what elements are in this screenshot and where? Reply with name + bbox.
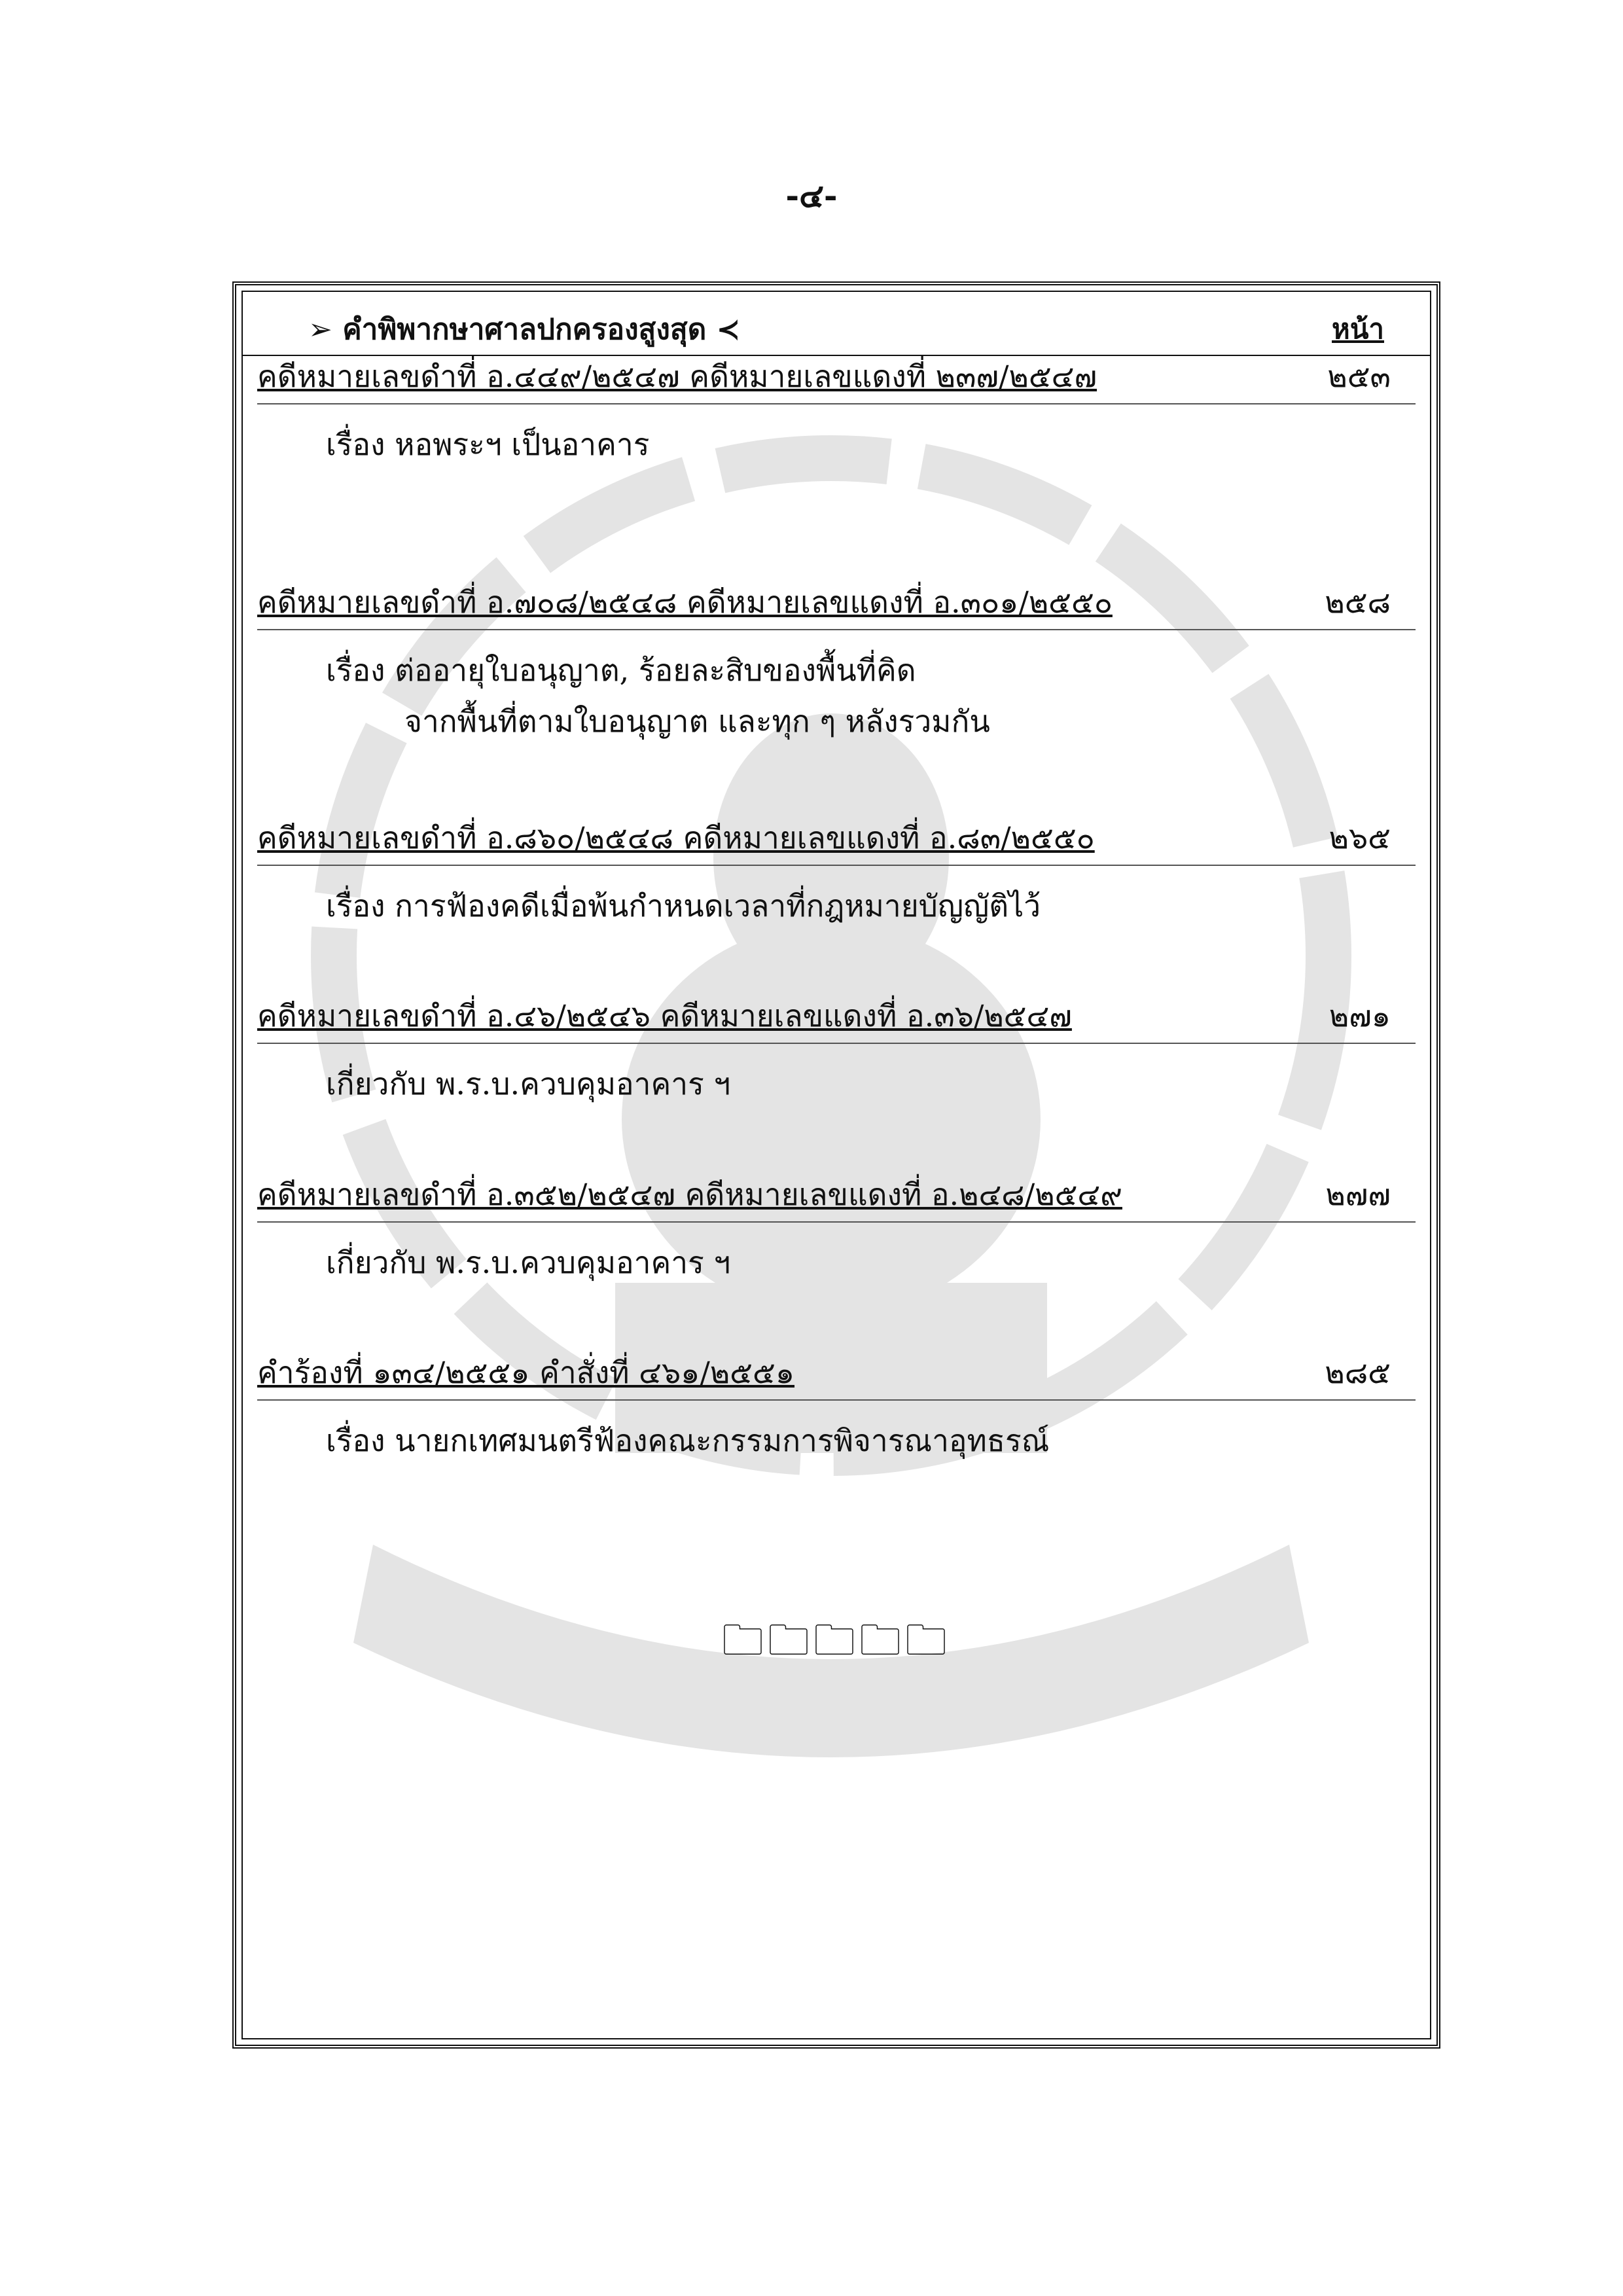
section-title	[308, 306, 741, 352]
case-page-number: ๒๗๑	[1329, 998, 1391, 1033]
case-subject: เรื่อง ต่ออายุใบอนุญาต, ร้อยละสิบของพื้นที่คิด	[326, 653, 916, 688]
case-entry-6	[257, 1354, 1416, 1466]
case-number: คดีหมายเลขดำที่ อ.๔๔๙/๒๕๔๗ คดีหมายเลขแดงที่ ๒๓๗/๒๕๔๗	[257, 359, 1097, 394]
section-title-text: คำพิพากษาศาลปกครองสูงสุด	[342, 313, 707, 346]
case-subject: เกี่ยวกับ พ.ร.บ.ควบคุมอาคาร ฯ	[326, 1245, 731, 1280]
case-page-number: ๒๕๓	[1327, 359, 1391, 394]
case-line	[257, 357, 1416, 404]
case-page-number: ๒๕๘	[1325, 584, 1391, 620]
case-line	[257, 583, 1416, 630]
case-line	[257, 997, 1416, 1044]
case-entry-4	[257, 997, 1416, 1109]
case-subject: เรื่อง การฟ้องคดีเมื่อพ้นกำหนดเวลาที่กฎหมายบัญญัติไว้	[326, 888, 1041, 924]
case-entry-2	[257, 583, 1416, 747]
folder-ornament-icon: 🗀🗀🗀🗀🗀	[722, 1617, 951, 1665]
case-page-number: ๒๖๕	[1329, 820, 1391, 855]
page-number: -๔-	[785, 176, 838, 215]
case-number: คดีหมายเลขดำที่ อ.๘๖๐/๒๕๔๘ คดีหมายเลขแดงที่ อ.๘๓/๒๕๕๐	[257, 820, 1095, 855]
case-page-number: ๒๗๗	[1325, 1177, 1391, 1212]
content-frame	[232, 281, 1440, 2049]
arrow-left-icon: ≺	[716, 313, 741, 346]
case-line	[257, 1175, 1416, 1223]
case-line	[257, 819, 1416, 866]
case-line	[257, 1354, 1416, 1401]
case-entry-5	[257, 1175, 1416, 1288]
case-number: คำร้องที่ ๑๓๔/๒๕๕๑ คำสั่งที่ ๔๖๑/๒๕๕๑	[257, 1355, 795, 1390]
content-frame-inner	[241, 291, 1431, 2039]
case-number: คดีหมายเลขดำที่ อ.๔๖/๒๕๔๖ คดีหมายเลขแดงที่ อ.๓๖/๒๕๔๗	[257, 998, 1072, 1033]
case-number: คดีหมายเลขดำที่ อ.๗๐๘/๒๕๔๘ คดีหมายเลขแดงที่ อ.๓๐๑/๒๕๕๐	[257, 584, 1113, 620]
arrow-right-icon: ➢	[308, 313, 332, 346]
case-entry-1	[257, 357, 1416, 470]
case-page-number: ๒๘๕	[1325, 1355, 1391, 1390]
case-subject: เกี่ยวกับ พ.ร.บ.ควบคุมอาคาร ฯ	[326, 1066, 731, 1102]
case-entry-3	[257, 819, 1416, 931]
section-header	[243, 292, 1430, 356]
case-number: คดีหมายเลขดำที่ อ.๓๕๒/๒๕๔๗ คดีหมายเลขแดงที่ อ.๒๔๘/๒๕๔๙	[257, 1177, 1122, 1212]
page-column-label: หน้า	[1332, 313, 1384, 345]
case-subject: เรื่อง นายกเทศมนตรีฟ้องคณะกรรมการพิจารณาอุทธรณ์	[326, 1423, 1050, 1458]
case-subject: เรื่อง หอพระฯ เป็นอาคาร	[326, 427, 650, 462]
case-subject-continuation: จากพื้นที่ตามใบอนุญาต และทุก ๆ หลังรวมกัน	[404, 704, 990, 739]
